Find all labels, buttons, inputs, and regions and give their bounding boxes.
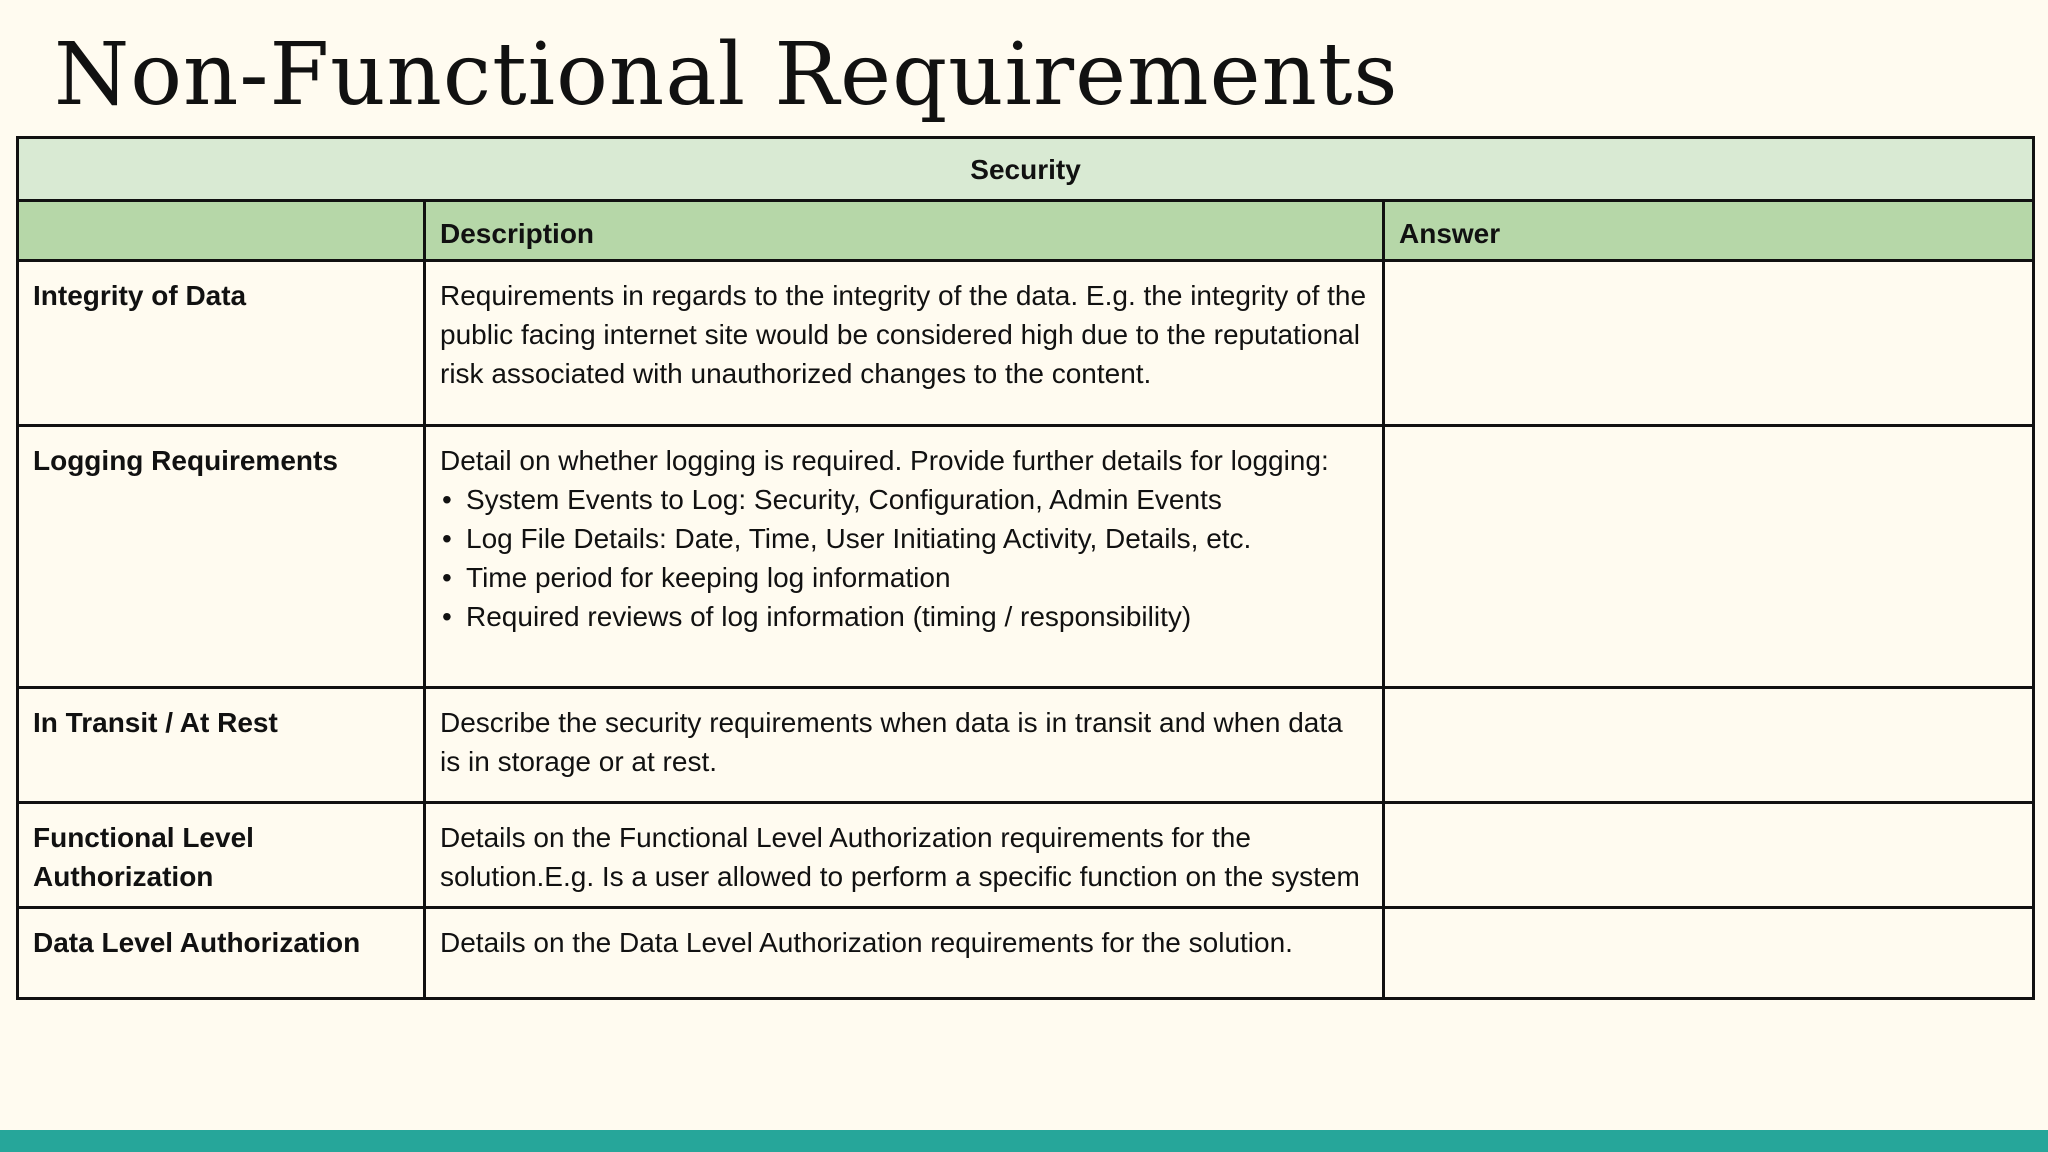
bullet-item: • Time period for keeping log information	[440, 558, 1368, 597]
answer-cell[interactable]	[1384, 261, 2034, 426]
column-header-label	[18, 201, 425, 261]
answer-cell[interactable]	[1384, 688, 2034, 803]
row-label: Logging Requirements	[18, 426, 425, 688]
column-header-description: Description	[425, 201, 1384, 261]
bullet-list	[440, 480, 1368, 636]
table-row	[18, 688, 2034, 803]
row-description: Details on the Data Level Authorization requirements for the solution.	[425, 908, 1384, 999]
row-label: Functional Level Authorization	[18, 803, 425, 908]
answer-cell[interactable]	[1384, 908, 2034, 999]
row-description: Describe the security requirements when data is in transit and when data is in storage or at rest.	[425, 688, 1384, 803]
table-row	[18, 803, 2034, 908]
bullet-item: • Log File Details: Date, Time, User Initiating Activity, Details, etc.	[440, 519, 1368, 558]
security-requirements-table	[16, 136, 2035, 1000]
bullet-item: • Required reviews of log information (timing / responsibility)	[440, 597, 1368, 636]
bullet-item: • System Events to Log: Security, Configuration, Admin Events	[440, 480, 1368, 519]
row-description: Detail on whether logging is required. Provide further details for logging:	[440, 445, 1329, 476]
page-title: Non-Functional Requirements	[54, 25, 1399, 125]
answer-cell[interactable]	[1384, 803, 2034, 908]
column-header-answer: Answer	[1384, 201, 2034, 261]
row-description-cell	[425, 426, 1384, 688]
row-label: Integrity of Data	[18, 261, 425, 426]
column-header-row	[18, 201, 2034, 261]
row-description: Requirements in regards to the integrity of the data. E.g. the integrity of the public facing internet site would be considered high due to the reputational risk associated with unauthorized changes to the content.	[425, 261, 1384, 426]
row-label: Data Level Authorization	[18, 908, 425, 999]
table-row	[18, 908, 2034, 999]
table-row	[18, 426, 2034, 688]
footer-accent-bar	[0, 1130, 2048, 1152]
section-header-security: Security	[18, 138, 2034, 201]
section-header-row	[18, 138, 2034, 201]
row-description: Details on the Functional Level Authorization requirements for the solution.E.g. Is a user allowed to perform a specific function on the system	[425, 803, 1384, 908]
answer-cell[interactable]	[1384, 426, 2034, 688]
row-label: In Transit / At Rest	[18, 688, 425, 803]
table-row	[18, 261, 2034, 426]
